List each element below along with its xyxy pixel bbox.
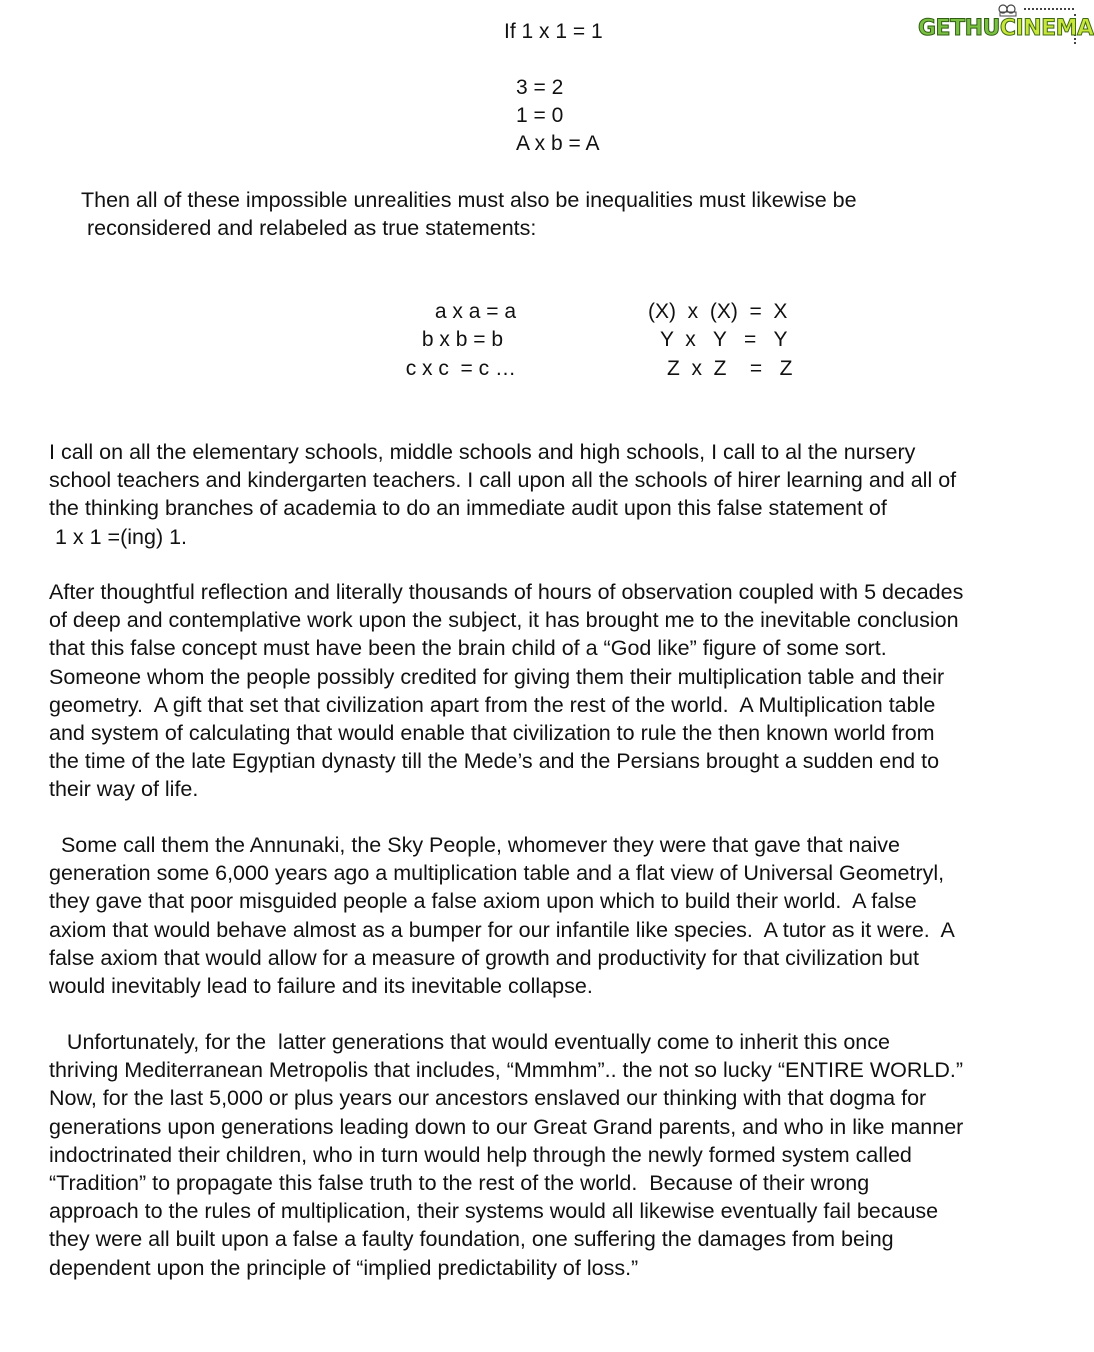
- equation-line: A x b = A: [516, 132, 600, 155]
- identity-right: Y x Y = Y: [660, 328, 788, 351]
- paragraph-line: Some call them the Annunaki, the Sky People, whomever they were that gave that naive: [49, 833, 900, 857]
- paragraph-line: school teachers and kindergarten teachers. I call upon all the schools of hirer learning and all of: [49, 468, 957, 493]
- gethu-cinema-logo: [918, 6, 1094, 46]
- body-paragraph: [49, 831, 1061, 1000]
- paragraph-line: “Tradition” to propagate this false truth to the rest of the world. Because of their wrong: [49, 1171, 870, 1196]
- paragraph-line: would inevitably lead to failure and its inevitable collapse.: [49, 974, 593, 999]
- paragraph-line: the time of the late Egyptian dynasty till the Mede’s and the Persians brought a sudden end to: [49, 749, 940, 774]
- paragraph-line: they were all built upon a false a faulty foundation, one suffering the damages from being: [49, 1227, 894, 1252]
- equation-line: 1 = 0: [516, 104, 564, 127]
- paragraph-line: axiom that would behave almost as a bumper for our infantile like species. A tutor as it were. A: [49, 917, 955, 942]
- paragraph-line: Someone whom the people possibly credited for giving them their multiplication table and their: [49, 664, 945, 689]
- paragraph-line: generation some 6,000 years ago a multiplication table and a flat view of Universal Geometryl,: [49, 861, 945, 886]
- paragraph-line: geometry. A gift that set that civilization apart from the rest of the world. A Multiplication table: [49, 692, 936, 717]
- paragraph-line: After thoughtful reflection and literally thousands of hours of observation coupled with 5 decades: [49, 580, 964, 604]
- paragraph-line: 1 x 1 =(ing) 1.: [49, 524, 188, 549]
- paragraph-line: dependent upon the principle of “implied predictability of loss.”: [49, 1255, 639, 1280]
- body-paragraph: [49, 578, 1061, 804]
- identity-left: c x c = c …: [405, 357, 516, 380]
- identity-left: b x b = b: [421, 328, 503, 351]
- logo-text-gethu: GETHU: [918, 16, 1000, 41]
- paragraph-line: approach to the rules of multiplication, their systems would all likewise eventually fail because: [49, 1199, 939, 1224]
- paragraph-line: thriving Mediterranean Metropolis that includes, “Mmmhm”.. the not so lucky “ENTIRE WORLD.”: [49, 1058, 964, 1083]
- paragraph-line: that this false concept must have been the brain child of a “God like” figure of some sort.: [49, 636, 887, 661]
- paragraph-line: they gave that poor misguided people a false axiom upon which to build their world. A false: [49, 889, 917, 914]
- paragraph-line: generations upon generations leading down to our Great Grand parents, and who in like manner: [49, 1114, 964, 1139]
- logo-text: [918, 16, 1094, 41]
- paragraph-line: the thinking branches of academia to do an immediate audit upon this false statement of: [49, 496, 887, 521]
- premise-equation: If 1 x 1 = 1: [504, 20, 603, 43]
- paragraph-line: false axiom that would allow for a measure of growth and productivity for that civilization but: [49, 945, 919, 970]
- logo-text-cinema: CINEMA: [999, 16, 1094, 41]
- intro-line: Then all of these impossible unrealities must also be inequalities must likewise be: [81, 188, 857, 212]
- paragraph-line: indoctrinated their children, who in turn would help through the newly formed system called: [49, 1142, 912, 1167]
- identity-left: a x a = a: [434, 300, 516, 323]
- paragraph-line: Unfortunately, for the latter generations that would eventually come to inherit this once: [49, 1030, 890, 1054]
- identity-right: (X) x (X) = X: [648, 300, 788, 323]
- camera-icon: [998, 4, 1020, 16]
- body-paragraph: [49, 438, 1061, 551]
- paragraph-line: their way of life.: [49, 777, 199, 802]
- body-paragraph: [49, 1028, 1061, 1282]
- intro-line: reconsidered and relabeled as true statements:: [81, 216, 537, 240]
- paragraph-line: and system of calculating that would enable that civilization to rule the then known world from: [49, 721, 935, 746]
- equation-line: 3 = 2: [516, 76, 564, 99]
- film-strip-top: [1024, 8, 1074, 16]
- paragraph-line: Now, for the last 5,000 or plus years our ancestors enslaved our thinking with that dogma for: [49, 1086, 927, 1111]
- paragraph-line: of deep and contemplative work upon the subject, it has brought me to the inevitable conclusion: [49, 608, 959, 633]
- identity-right: Z x Z = Z: [667, 357, 793, 380]
- paragraph-line: I call on all the elementary schools, middle schools and high schools, I call to al the nursery: [49, 440, 916, 464]
